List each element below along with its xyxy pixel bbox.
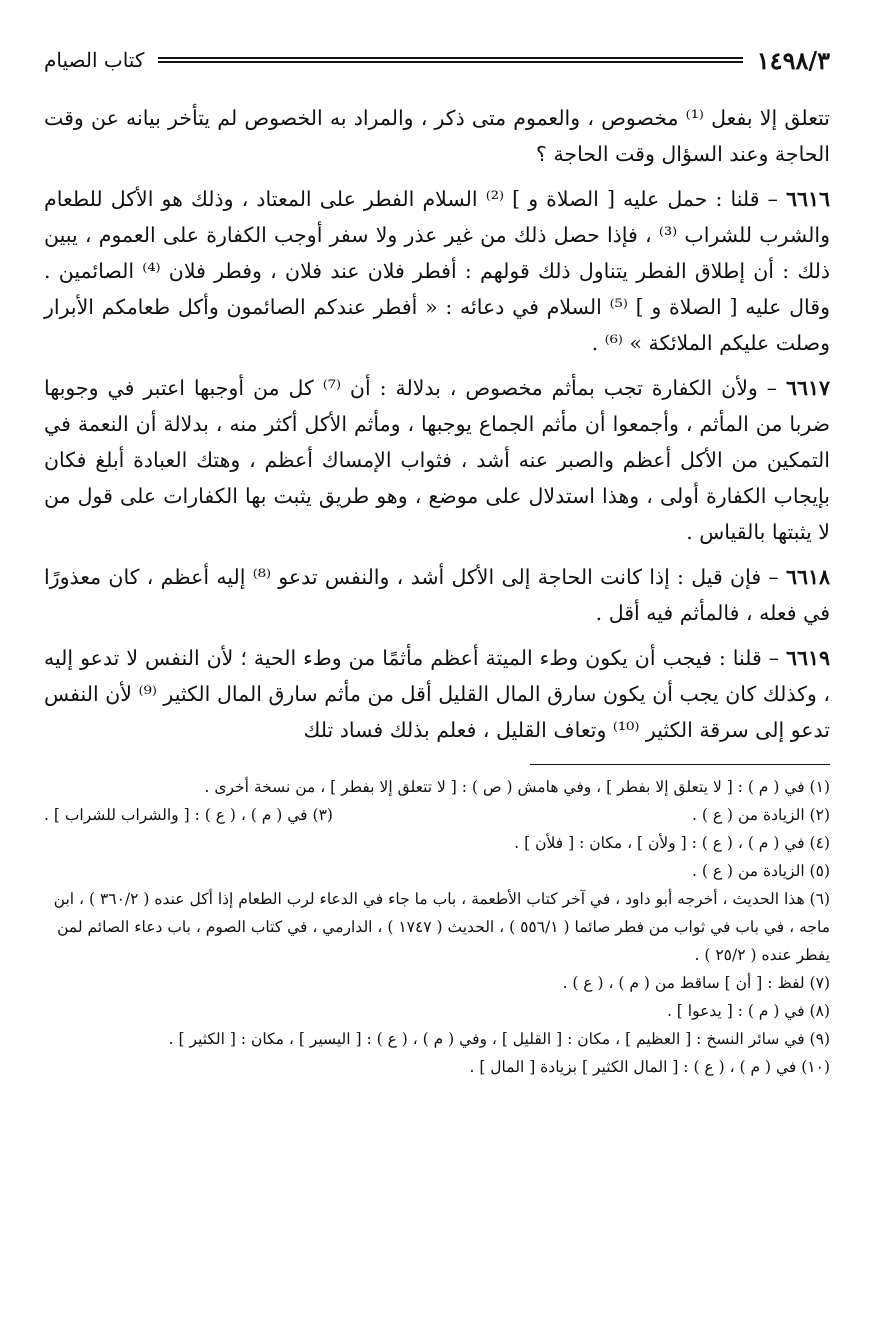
page-number: ١٤٩٨/٣ [756,45,830,75]
main-text [44,100,830,748]
paragraph-number: ٦٦١٨ [785,565,830,589]
paragraph [44,640,830,748]
footnote-5: (٥) الزيادة من ( ع ) . [691,862,830,880]
footnote-1: (١) في ( م ) : [ لا يتعلق إلا بفطر ] ، وفي هامش ( ص ) : [ لا تتعلق إلا بفطر ] ، من نسخة أخرى . [204,778,830,796]
footnote-separator [530,764,830,765]
paragraph-number: ٦٦١٩ [785,646,830,670]
footnote-10: (١٠) في ( م ) ، ( ع ) : [ المال الكثير ] بزيادة [ المال ] . [469,1058,830,1076]
footnote-9: (٩) في سائر النسخ : [ العظيم ] ، مكان : [ القليل ] ، وفي ( م ) ، ( ع ) : [ اليسير ] ، مكان : [ الكثير ] . [168,1030,830,1048]
footnote-3: (٣) في ( م ) ، ( ع ) : [ والشراب للشراب ] . [44,806,333,824]
document-page [44,40,830,1300]
footnote-8: (٨) في ( م ) : [ يدعوا ] . [666,1002,830,1020]
footnote-4: (٤) في ( م ) ، ( ع ) : [ ولأن ] ، مكان : [ فلأن ] . [514,834,830,852]
paragraph-number: ٦٦١٧ [785,376,830,400]
page-header [44,40,830,80]
paragraph [44,370,830,550]
paragraph-text: – ولأن الكفارة تجب بمأثم مخصوص ، بدلالة : أن ⁽⁷⁾ كل من أوجبها اعتبر في وجوبها ضربا من المأثم ، وأجمعوا أن مأثم الجماع يوجبها ، ومأثم الأكل أكثر منه ، بدلالة أن النعمة في التمكين من الأكل أعظم والصبر عنه أشد ، فثواب الإمساك أعظم ، وهتك العبادة أبلغ فكان بإيجاب الكفارة أولى ، وهذا استدلال على موضع ، وهو طريق يثبت بها الكفارات على قول من لا يثبتها بالقياس . [44,376,830,544]
paragraph [44,559,830,631]
paragraph-text: تتعلق إلا بفعل ⁽¹⁾ مخصوص ، والعموم متى ذكر ، والمراد به الخصوص لم يتأخر بيانه عن وقت الحاجة وعند السؤال وقت الحاجة ؟ [44,106,830,166]
book-title: كتاب الصيام [44,48,145,72]
paragraph-number: ٦٦١٦ [785,187,830,211]
footnote-6: (٦) هذا الحديث ، أخرجه أبو داود ، في آخر كتاب الأطعمة ، باب ما جاء في الدعاء لرب الطعام إذا أكل عنده ( ٣٦٠/٢ ) ، ابن ماجه ، في باب في ثواب من فطر صائما ( ٥٥٦/١ ) ، الحديث ( ١٧٤٧ ) ، الدارمي ، في كتاب الصوم ، باب دعاء الصائم لمن يفطر عنده ( ٢٥/٢ ) . [53,890,830,964]
paragraph-text: – قلنا : فيجب أن يكون وطء الميتة أعظم مأثمًا من وطء الحية ؛ لأن النفس لا تدعو إليه ، وكذلك كان يجب أن يكون سارق المال القليل أقل من مأثم سارق المال الكثير ⁽⁹⁾ لأن النفس تدعو إلى سرقة الكثير ⁽¹⁰⁾ وتعاف القليل ، فعلم بذلك فساد تلك [44,646,830,742]
footnotes [44,773,830,1081]
footnote-2: (٢) الزيادة من ( ع ) . [691,806,830,824]
paragraph-text: – قلنا : حمل عليه [ الصلاة و ] ⁽²⁾ السلام الفطر على المعتاد ، وذلك هو الأكل للطعام والشرب للشراب ⁽³⁾ ، فإذا حصل ذلك من غير عذر ولا سفر أوجب الكفارة على العموم ، يبين ذلك : أن إطلاق الفطر يتناول ذلك قولهم : أفطر فلان عند فلان ، وفطر فلان ⁽⁴⁾ الصائمين . وقال عليه [ الصلاة و ] ⁽⁵⁾ السلام في دعائه : « أفطر عندكم الصائمون وأكل طعامكم الأبرار وصلت عليكم الملائكة » ⁽⁶⁾ . [44,187,831,355]
footnote-7: (٧) لفظ : [ أن ] ساقط من ( م ) ، ( ع ) . [562,974,830,992]
paragraph [44,100,830,172]
footnote-row [44,801,830,829]
paragraph-text: – فإن قيل : إذا كانت الحاجة إلى الأكل أشد ، والنفس تدعو ⁽⁸⁾ إليه أعظم ، كان معذورًا في فعله ، فالمأثم فيه أقل . [44,565,830,625]
paragraph [44,181,830,361]
header-rule [158,57,742,63]
